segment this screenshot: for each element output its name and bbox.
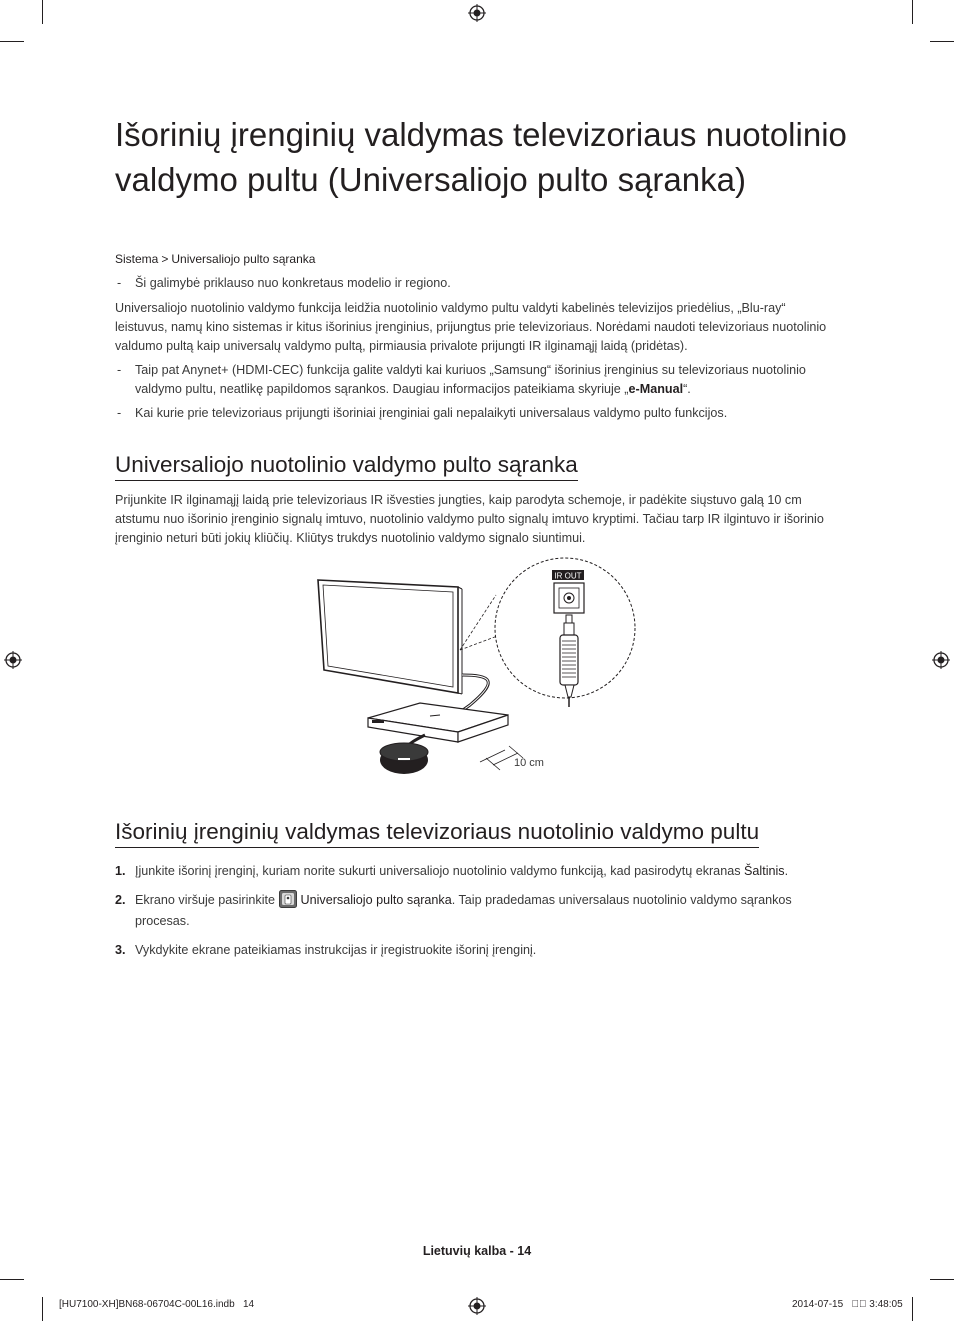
registration-mark-icon (932, 651, 950, 669)
section-heading: Išorinių įrenginių valdymas televizoriaus nuotolinio valdymo pultu (115, 819, 759, 848)
crop-mark (912, 0, 913, 24)
crop-mark (912, 1297, 913, 1321)
note-item: - Taip pat Anynet+ (HDMI-CEC) funkcija galite valdyti kai kuriuos „Samsung“ išorinius įrenginius su televizoriaus nuotolinio valdymo pultu, neatlikę papildomos sąrankos. Daugiau informacijos pateikiama skyriuje „e-Manual“. (117, 363, 806, 396)
step-item: 2. Ekrano viršuje pasirinkite Universaliojo pulto sąranka. Taip pradedamas universalaus nuotolinio valdymo sąrankos procesas. (115, 890, 840, 932)
note-text: “. (683, 382, 691, 396)
set-top-box-illustration (368, 703, 508, 742)
crop-mark (42, 1297, 43, 1321)
step-item: 1. Įjunkite išorinį įrenginį, kuriam norite sukurti universaliojo nuotolinio valdymo funkciją, kad pasirodytų ekranas Šaltinis. (115, 861, 840, 882)
ir-out-label: IR OUT (554, 571, 582, 581)
universal-remote-setup-label: Universaliojo pulto sąranka (300, 893, 452, 907)
step-number: 2. (115, 893, 126, 907)
note-item: - Ši galimybė priklauso nuo konkretaus modelio ir regiono. (117, 276, 451, 290)
print-slug-left: [HU7100-XH]BN68-06704C-00L16.indb 14 (59, 1299, 255, 1310)
note-item: - Kai kurie prie televizoriaus prijungti išoriniai įrenginiai gali nepalaikyti universalaus valdymo pulto funkcijos. (117, 406, 728, 420)
step-text: Vykdykite ekrane pateikiamas instrukcijas ir įregistruokite išorinį įrenginį. (135, 943, 537, 957)
menu-path-item: Universaliojo pulto sąranka (171, 252, 316, 266)
page-title: Išorinių įrenginių valdymas televizoriaus nuotolinio valdymo pultu (Universaliojo pulto sąranka) (115, 116, 847, 198)
crop-mark (0, 41, 24, 42)
crop-mark (0, 1279, 24, 1280)
ir-blaster-illustration (380, 743, 428, 774)
source-menu-label: Šaltinis (744, 864, 785, 878)
note-text: Ši galimybė priklauso nuo konkretaus modelio ir regiono. (135, 276, 451, 290)
step-number: 1. (115, 864, 126, 878)
step-item (115, 940, 840, 961)
tv-illustration (318, 580, 462, 694)
registration-mark-icon (4, 651, 22, 669)
section-paragraph: Prijunkite IR ilginamąjį laidą prie televizoriaus IR išvesties jungties, kaip parodyta schemoje, ir padėkite siųstuvo galą 10 cm atstumu nuo išorinio įrenginio signalų imtuvo, nuotolinio valdymo pulto signalų imtuvo kryptimi. Tačiau tarp IR ilgintuvo ir išorinio įrenginio neturi būti jokių kliūčių. Kliūtys trukdys nuotolinio valdymo signalo siuntimui. (115, 493, 824, 545)
step-number: 3. (115, 943, 126, 957)
note-text: Kai kurie prie televizoriaus prijungti išoriniai įrenginiai gali nepalaikyti universalaus valdymo pulto funkcijos. (135, 406, 728, 420)
menu-path-item: Sistema (115, 252, 159, 266)
crop-mark (42, 0, 43, 24)
intro-paragraph: Universaliojo nuotolinio valdymo funkcija leidžia nuotolinio valdymo pultu valdyti kabelinės televizijos priedėlius, „Blu-ray“ leistuvus, namų kino sistemas ir kitus išorinius įrenginius, prijungtus prie televizoriaus. Norėdami naudoti televizoriaus nuotolinio valdumo pultą kaip universalų valdymo pultą, pirmiausia privalote prijungti IR ilginamąjį laidą (pridėtas). (115, 301, 827, 353)
distance-label: 10 cm (514, 757, 544, 769)
registration-mark-icon (468, 1297, 486, 1315)
ir-out-port-icon (554, 583, 584, 613)
menu-path-separator: > (161, 252, 169, 266)
connection-diagram (310, 555, 640, 780)
crop-mark (930, 1279, 954, 1280)
section-heading: Universaliojo nuotolinio valdymo pulto sąranka (115, 452, 578, 481)
e-manual-link[interactable]: e-Manual (628, 382, 684, 396)
note-text: Taip pat Anynet+ (HDMI-CEC) funkcija galite valdyti kai kuriuos „Samsung“ išorinius įrenginius su televizoriaus nuotolinio valdymo pultu, neatlikę papildomos sąrankos. Daugiau informacijos pateikiama skyriuje „ (135, 363, 806, 396)
registration-mark-icon (468, 4, 486, 22)
menu-path (115, 252, 315, 266)
page-footer: Lietuvių kalba - 14 (422, 1244, 532, 1258)
crop-mark (930, 41, 954, 42)
step-text: Įjunkite išorinį įrenginį, kuriam norite sukurti universaliojo nuotolinio valdymo funkciją, kad pasirodytų ekranas (135, 864, 744, 878)
settings-remote-icon (279, 890, 297, 908)
print-slug-right: 2014-07-15    3:48:05 (792, 1299, 903, 1310)
step-text: Ekrano viršuje pasirinkite (135, 893, 279, 907)
